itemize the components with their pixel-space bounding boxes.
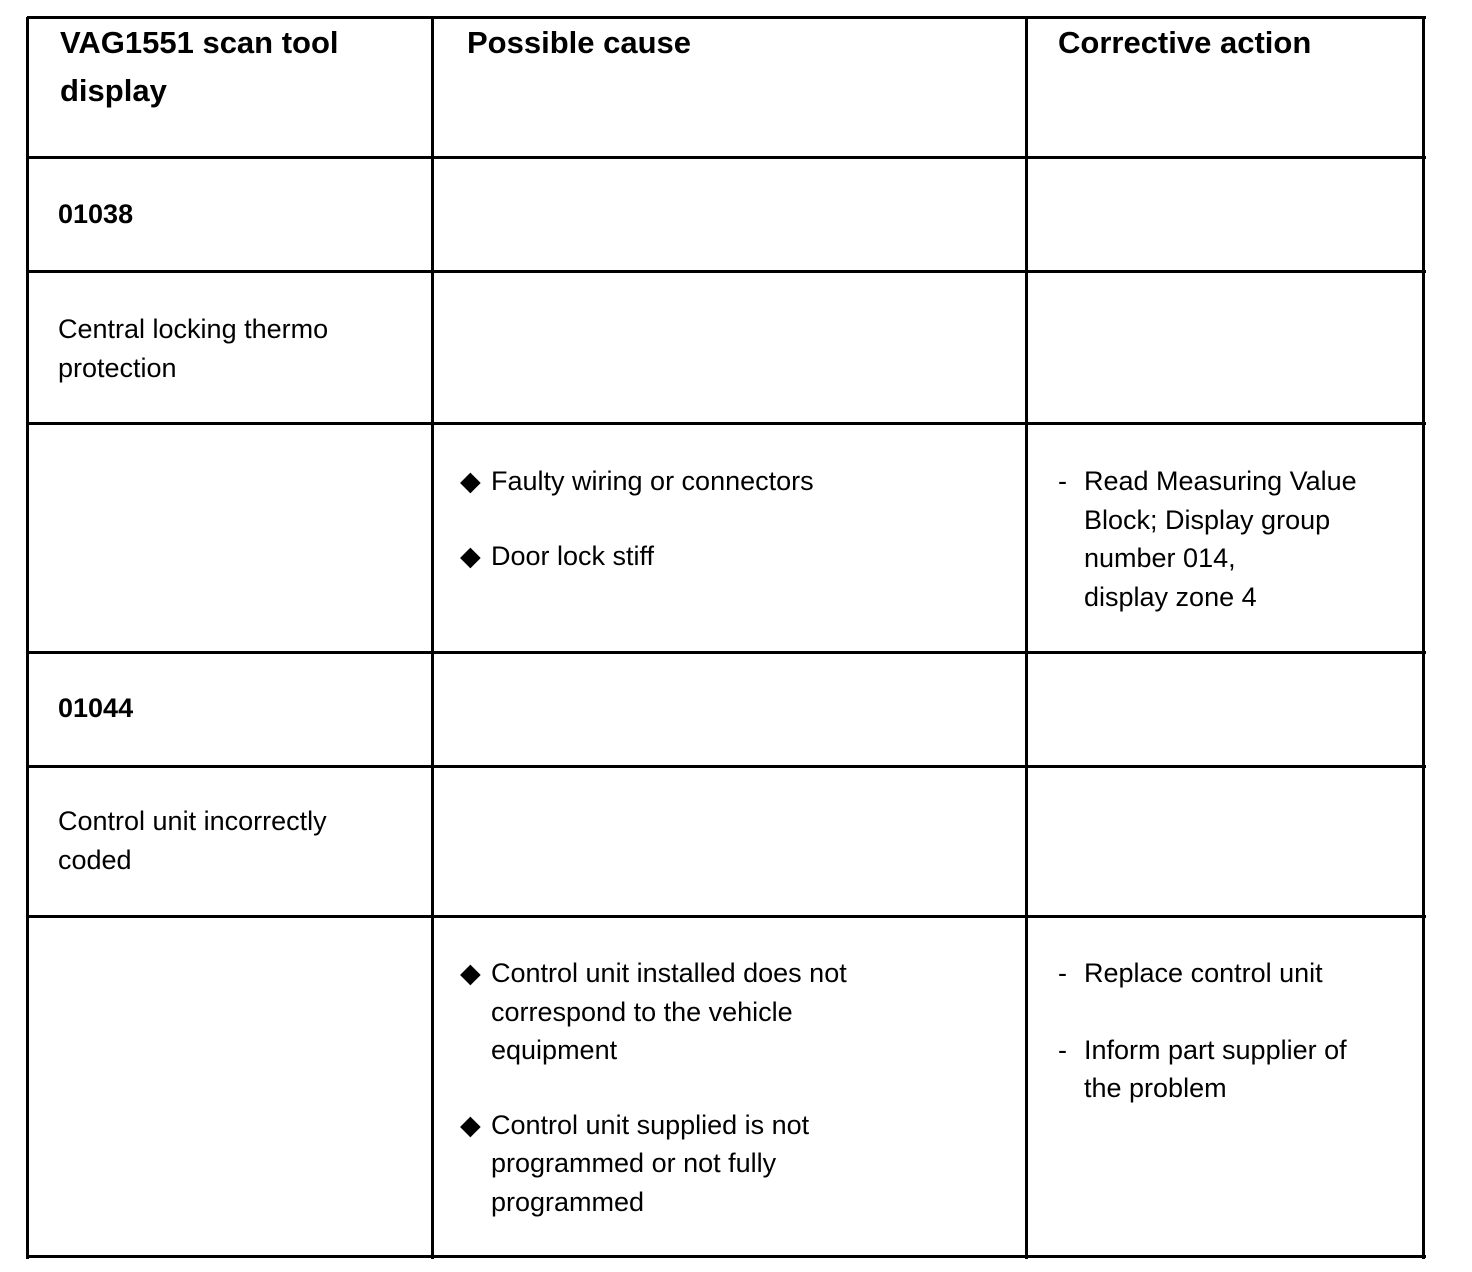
diamond-bullet-icon: ◆ — [460, 1109, 481, 1140]
action-item — [1058, 954, 1347, 993]
action-list — [1058, 462, 1357, 616]
table-border — [27, 1255, 1426, 1258]
dash-bullet: - — [1058, 958, 1067, 988]
column-divider — [431, 17, 434, 1259]
cause-list — [460, 954, 847, 1221]
action-text: Replace control unit — [1084, 958, 1323, 988]
diamond-bullet-icon: ◆ — [460, 958, 481, 988]
header-corrective-action: Corrective action — [1058, 25, 1312, 60]
cause-item — [460, 1106, 847, 1222]
fault-code: 01044 — [58, 693, 134, 723]
table-border — [26, 17, 29, 1259]
row-divider — [27, 156, 1426, 159]
cause-text: Door lock stiff — [491, 540, 655, 571]
cause-text: Control unit supplied is not programmed or not fully programmed — [491, 1109, 810, 1217]
action-text: Read Measuring Value Block; Display group number 014, display zone 4 — [1084, 466, 1357, 612]
cause-text: Control unit installed does not correspond to the vehicle equipment — [491, 958, 847, 1065]
row-divider — [27, 422, 1426, 425]
diamond-bullet-icon: ◆ — [460, 466, 481, 496]
row-divider — [27, 765, 1426, 768]
fault-description: Control unit incorrectly coded — [58, 806, 327, 875]
dash-bullet: - — [1058, 466, 1067, 496]
action-item — [1058, 462, 1357, 616]
action-list — [1058, 954, 1347, 1108]
cause-item — [460, 537, 814, 576]
cause-list — [460, 462, 814, 575]
header-possible-cause: Possible cause — [467, 25, 692, 60]
cause-item — [460, 954, 847, 1070]
header-scan-tool-display: VAG1551 scan tool display — [60, 25, 339, 108]
row-divider — [27, 270, 1426, 273]
table-border — [1422, 17, 1425, 1259]
column-divider — [1025, 17, 1028, 1259]
cause-text: Faulty wiring or connectors — [491, 466, 814, 496]
action-item — [1058, 1031, 1347, 1108]
row-divider — [27, 651, 1426, 654]
fault-code: 01038 — [58, 199, 134, 229]
fault-description: Central locking thermo protection — [58, 314, 329, 383]
row-divider — [27, 915, 1426, 918]
cause-item — [460, 462, 814, 501]
dash-bullet: - — [1058, 1034, 1067, 1065]
action-text: Inform part supplier of the problem — [1084, 1034, 1347, 1103]
diamond-bullet-icon: ◆ — [460, 540, 481, 571]
